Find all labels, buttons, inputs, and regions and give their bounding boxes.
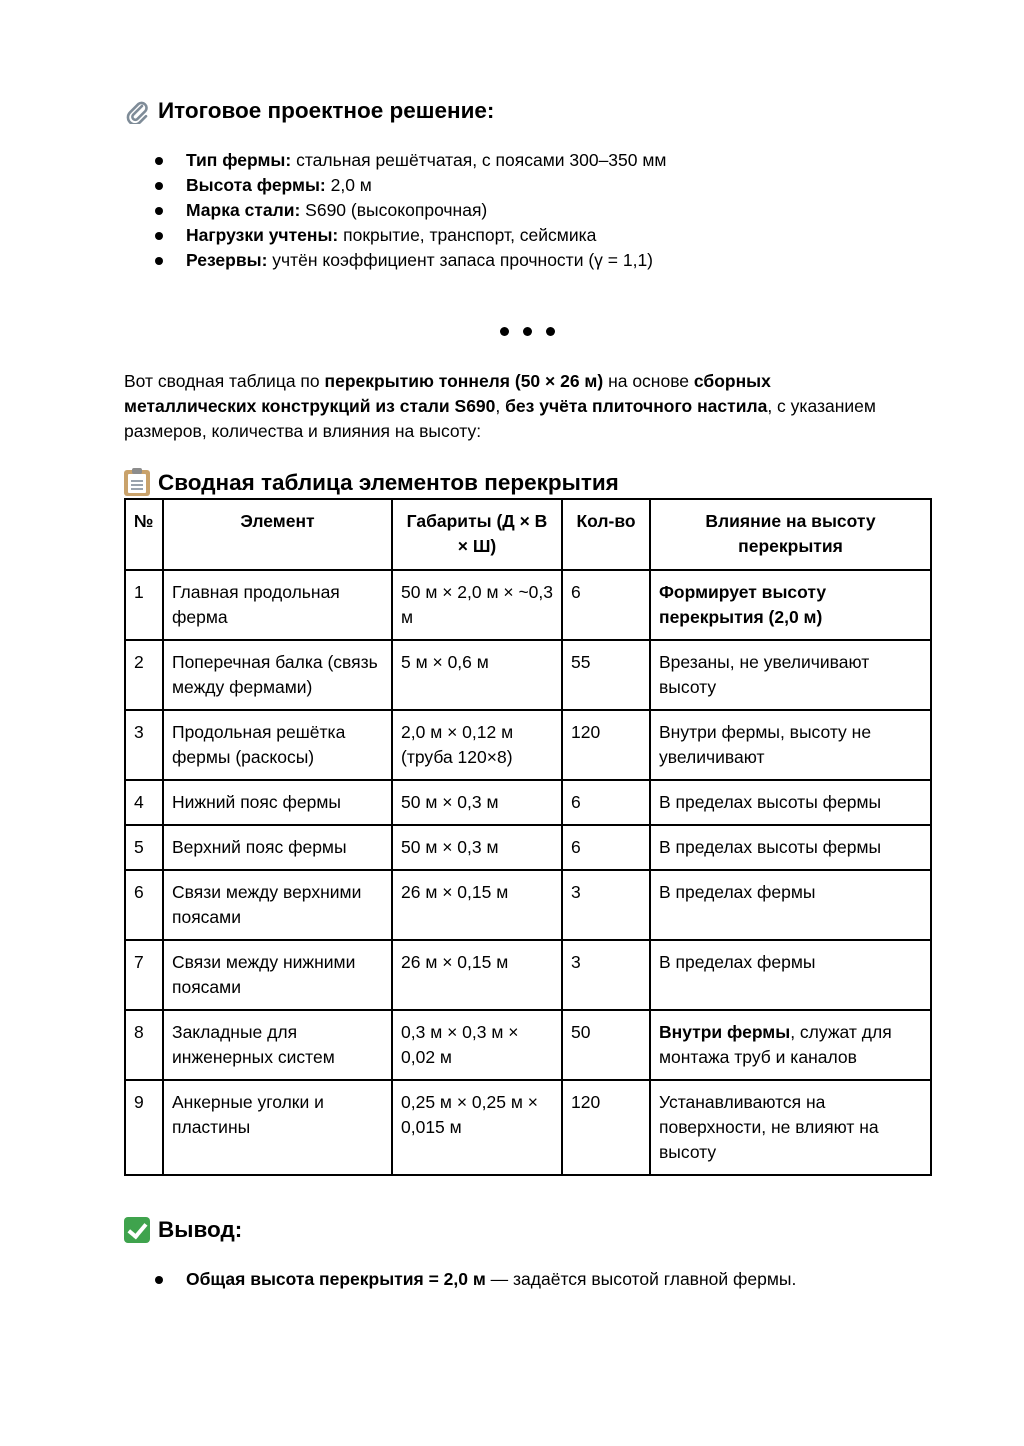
cell-number: 7	[125, 940, 163, 1010]
section-heading-table	[124, 470, 619, 496]
cell-height-impact	[650, 1080, 931, 1175]
section-heading-conclusion	[124, 1217, 242, 1243]
impact-text: Внутри фермы, высоту не увеличивают	[659, 722, 872, 767]
list-item	[124, 198, 666, 223]
cell-element: Связи между нижними поясами	[163, 940, 392, 1010]
impact-bold-text: Внутри фермы	[659, 1022, 791, 1042]
table-row	[125, 710, 931, 780]
bullet-icon	[155, 157, 163, 165]
cell-number: 6	[125, 870, 163, 940]
table-body	[125, 570, 931, 1175]
bullet-icon	[155, 257, 163, 265]
item-label: Тип фермы:	[186, 150, 292, 170]
cell-element: Нижний пояс фермы	[163, 780, 392, 825]
table-row	[125, 940, 931, 1010]
cell-height-impact	[650, 710, 931, 780]
item-label: Нагрузки учтены:	[186, 225, 339, 245]
cell-number: 1	[125, 570, 163, 640]
cell-number: 2	[125, 640, 163, 710]
section-title: Итоговое проектное решение:	[158, 98, 495, 123]
column-header: Габариты (Д × В × Ш)	[392, 499, 562, 570]
item-text: стальная решётчатая, с поясами 300–350 мм	[291, 150, 667, 170]
table-row	[125, 570, 931, 640]
cell-element: Связи между верхними поясами	[163, 870, 392, 940]
cell-number: 5	[125, 825, 163, 870]
cell-height-impact	[650, 570, 931, 640]
table-row	[125, 1010, 931, 1080]
bullet-icon	[155, 232, 163, 240]
cell-quantity: 3	[562, 870, 650, 940]
cell-height-impact	[650, 870, 931, 940]
cell-element: Закладные для инженерных систем	[163, 1010, 392, 1080]
cell-number: 9	[125, 1080, 163, 1175]
impact-text: В пределах высоты фермы	[659, 792, 882, 812]
table-row	[125, 825, 931, 870]
section-separator	[124, 323, 930, 341]
cell-quantity: 3	[562, 940, 650, 1010]
cell-element: Продольная решётка фермы (раскосы)	[163, 710, 392, 780]
bullet-icon	[155, 207, 163, 215]
item-text: — задаётся высотой главной фермы.	[485, 1269, 797, 1289]
cell-quantity: 120	[562, 710, 650, 780]
cell-quantity: 120	[562, 1080, 650, 1175]
column-header: Кол-во	[562, 499, 650, 570]
cell-element: Анкерные уголки и пластины	[163, 1080, 392, 1175]
cell-height-impact	[650, 640, 931, 710]
column-header: Влияние на высоту перекрытия	[650, 499, 931, 570]
item-text: учтён коэффициент запаса прочности (γ = 1,1)	[267, 250, 654, 270]
impact-text: , служат для монтажа труб и каналов	[659, 1022, 892, 1067]
section-title: Сводная таблица элементов перекрытия	[158, 470, 619, 495]
intro-text: , с указанием размеров, количества и влияния на высоту:	[124, 396, 876, 441]
intro-text: на основе	[603, 371, 694, 391]
clipboard-icon	[124, 470, 150, 496]
cell-height-impact	[650, 1010, 931, 1080]
cell-quantity: 50	[562, 1010, 650, 1080]
column-header: Элемент	[163, 499, 392, 570]
bullet-icon	[155, 182, 163, 190]
impact-text: В пределах фермы	[659, 952, 816, 972]
cell-dimensions: 26 м × 0,15 м	[392, 870, 562, 940]
item-label: Высота фермы:	[186, 175, 326, 195]
intro-text: Вот сводная таблица по	[124, 371, 325, 391]
cell-quantity: 55	[562, 640, 650, 710]
item-label: Общая высота перекрытия = 2,0 м	[186, 1269, 486, 1289]
cell-quantity: 6	[562, 825, 650, 870]
impact-text: Устанавливаются на поверхности, не влияют на высоту	[659, 1092, 879, 1162]
intro-text: ,	[495, 396, 506, 416]
section-heading-final-design	[124, 98, 494, 124]
intro-bold: без учёта плиточного настила	[505, 396, 768, 416]
cell-element: Поперечная балка (связь между фермами)	[163, 640, 392, 710]
table-row	[125, 640, 931, 710]
table-row	[125, 780, 931, 825]
impact-text: В пределах фермы	[659, 882, 816, 902]
intro-paragraph	[124, 369, 884, 444]
cell-quantity: 6	[562, 780, 650, 825]
cell-number: 8	[125, 1010, 163, 1080]
cell-number: 4	[125, 780, 163, 825]
cell-dimensions: 0,3 м × 0,3 м × 0,02 м	[392, 1010, 562, 1080]
cell-element: Главная продольная ферма	[163, 570, 392, 640]
intro-bold: сборных металлических конструкций из стали S690	[124, 371, 771, 416]
design-summary-list	[124, 148, 666, 273]
cell-quantity: 6	[562, 570, 650, 640]
impact-bold-text: Формирует высоту перекрытия (2,0 м)	[659, 582, 827, 627]
item-label: Марка стали:	[186, 200, 301, 220]
table-row	[125, 870, 931, 940]
list-item	[124, 173, 666, 198]
cell-dimensions: 26 м × 0,15 м	[392, 940, 562, 1010]
paperclip-icon	[124, 98, 150, 124]
list-item	[124, 223, 666, 248]
conclusion-list	[124, 1267, 796, 1292]
item-label: Резервы:	[186, 250, 268, 270]
table-header-row	[125, 499, 931, 570]
elements-table	[124, 498, 932, 1176]
list-item	[124, 148, 666, 173]
cell-height-impact	[650, 825, 931, 870]
item-text: S690 (высокопрочная)	[300, 200, 488, 220]
cell-height-impact	[650, 940, 931, 1010]
cell-element: Верхний пояс фермы	[163, 825, 392, 870]
column-header: №	[125, 499, 163, 570]
list-item	[124, 1267, 796, 1292]
table-row	[125, 1080, 931, 1175]
intro-bold: перекрытию тоннеля (50 × 26 м)	[324, 371, 604, 391]
cell-number: 3	[125, 710, 163, 780]
cell-dimensions: 0,25 м × 0,25 м × 0,015 м	[392, 1080, 562, 1175]
cell-dimensions: 5 м × 0,6 м	[392, 640, 562, 710]
section-title: Вывод:	[158, 1217, 243, 1242]
impact-text: В пределах высоты фермы	[659, 837, 882, 857]
cell-dimensions: 2,0 м × 0,12 м (труба 120×8)	[392, 710, 562, 780]
item-text: 2,0 м	[325, 175, 372, 195]
cell-dimensions: 50 м × 2,0 м × ~0,3 м	[392, 570, 562, 640]
bullet-icon	[155, 1276, 163, 1284]
cell-dimensions: 50 м × 0,3 м	[392, 780, 562, 825]
cell-dimensions: 50 м × 0,3 м	[392, 825, 562, 870]
list-item	[124, 248, 666, 273]
item-text: покрытие, транспорт, сейсмика	[338, 225, 597, 245]
check-mark-icon	[124, 1217, 150, 1243]
cell-height-impact	[650, 780, 931, 825]
impact-text: Врезаны, не увеличивают высоту	[659, 652, 870, 697]
